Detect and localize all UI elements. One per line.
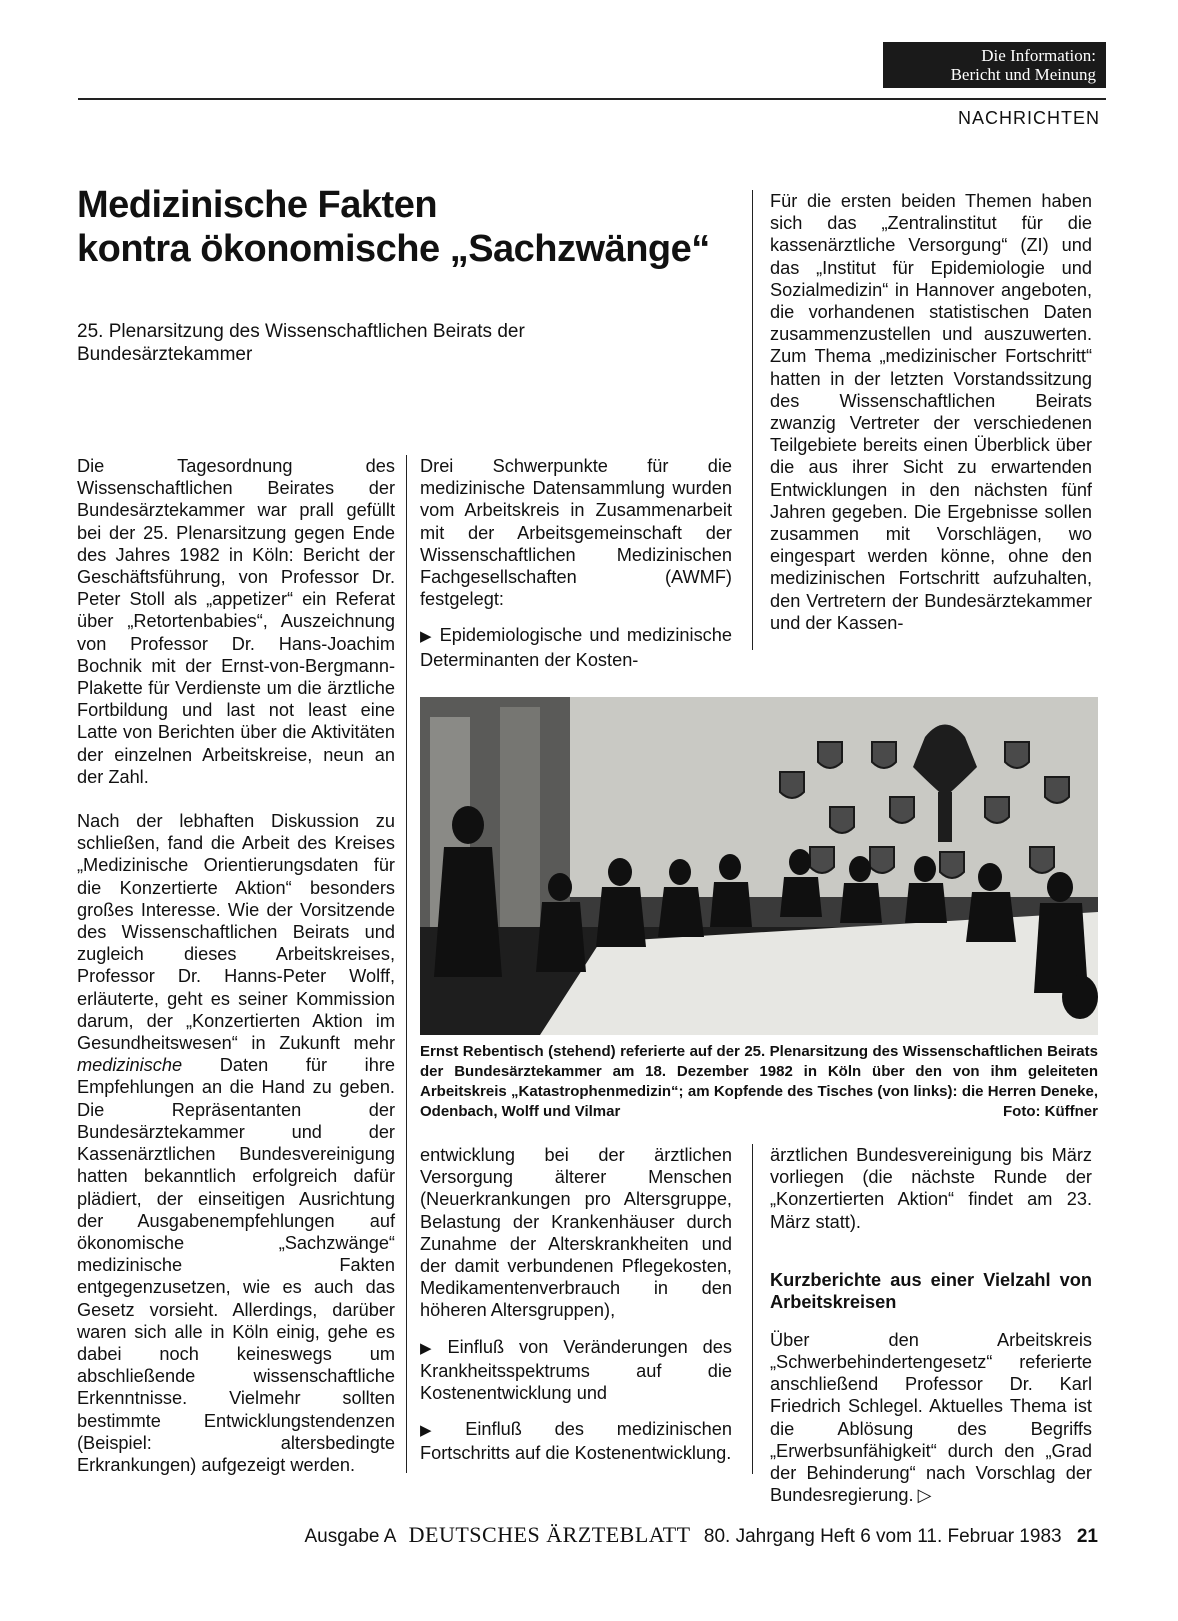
badge-line-1: Die Information:	[981, 46, 1096, 65]
meeting-photo-illustration	[420, 697, 1098, 1035]
footer-issue: 80. Jahrgang Heft 6 vom 11. Februar 1983	[703, 1526, 1062, 1547]
meeting-photo	[420, 697, 1098, 1035]
paragraph-themes: Für die ersten beiden Themen haben sich das „Zentralinstitut für die kassenärztliche Versorgung“ (ZI) und das „Institut für Epidemiologie und Sozialmedizin“ in Hannover angeboten, die vorhandenen statistischen Daten zusammenzustellen und auszuwerten. Zum Thema „medizinischer Fortschritt“ hatten in der letzten Vorstandssitzung des Wissenschaftlichen Beirats zwanzig Vertreter der verschiedenen Teilgebiete bereits einen Überblick über die aus ihrer Sicht zu erwartenden Entwicklungen in den nächsten fünf Jahren gegeben. Die Ergebnisse sollen zusammen mit Vorschlägen, wo eingespart werden könne, ohne den medizinischen Fortschritt aufzuhalten, den Vertretern der Bundesärztekammer und der Kassen-	[770, 191, 1092, 633]
bullet-1-continuation: entwicklung bei der ärztlichen Versorgung älterer Menschen (Neuerkrankungen pro Altersgruppe, Belastung der Krankenhäuser durch Zunahme der Alterskrankheiten und der damit verbundenen Pflegekosten, Medikamentenverbrauch in den höheren Altersgruppen),	[420, 1145, 732, 1321]
bullet-2-text: Einfluß von Veränderungen des Krankheitsspektrums auf die Kostenentwicklung und	[420, 1336, 732, 1404]
column-rule-1	[406, 455, 407, 1473]
section-label: NACHRICHTEN	[957, 108, 1100, 128]
paragraph-schwerbehinderten	[770, 1329, 1092, 1507]
title-line-1: Medizinische Fakten	[77, 184, 438, 226]
column-3-bottom	[770, 1144, 1092, 1516]
header-rule	[78, 98, 1106, 100]
column-rule-2-bottom	[752, 1144, 753, 1474]
article-subtitle: 25. Plenarsitzung des Wissenschaftlichen Beirats der Bundesärztekammer	[77, 321, 525, 365]
subheading-kurzberichte: Kurzberichte aus einer Vielzahl von Arbeitskreisen	[770, 1269, 1092, 1312]
bullet-triangle-icon: ▶	[420, 1339, 442, 1357]
emphasis-medizinische: medizinische	[77, 1055, 183, 1076]
bullet-3-text: Einfluß des medizinischen Fortschritts auf die Kostenentwicklung.	[420, 1419, 732, 1464]
bullet-item-3	[420, 1418, 732, 1464]
bullet-item-1	[420, 624, 732, 670]
paragraph-intro: Die Tagesordnung des Wissenschaftlichen Beirates der Bundesärztekammer war prall gefüllt bei der 25. Plenarsitzung gegen Ende des Jahres 1982 in Köln: Bericht der Geschäftsführung, von Professor Dr. Peter Stoll als „appetizer“ ein Referat über „Retortenbabies“, Auszeichnung von Professor Dr. Hans-Joachim Bochnik mit der Ernst-von-Bergmann-Plakette für Verdienste um die ärztliche Fortbildung und last not least eine Latte von Berichten über die Aktivitäten der einzelnen Arbeitskreise, neun an der Zahl.	[77, 456, 395, 787]
caption-text: Ernst Rebentisch (stehend) referierte auf der 25. Plenarsitzung des Wissenschaftlichen Beirats der Bundesärztekammer am 18. Dezember 1982 in Köln über den von ihm geleiteten Arbeitskreis „Katastrophenmedizin“; am Kopfende des Tisches (von links): die Herren Deneke, Odenbach, Wolff und Vilmar	[420, 1043, 1098, 1120]
bullet-triangle-icon: ▶	[420, 1422, 460, 1440]
column-2-bottom	[420, 1144, 732, 1475]
column-3-top	[770, 190, 1092, 644]
article-title	[77, 183, 717, 271]
page-number: 21	[1076, 1526, 1098, 1547]
bullet-1-text: Epidemiologische und medizinische Determinanten der Kosten-	[420, 625, 732, 670]
bullet-item-2	[420, 1336, 732, 1405]
footer-masthead: DEUTSCHES ÄRZTEBLATT	[408, 1522, 691, 1547]
footer-edition: Ausgabe A	[304, 1526, 396, 1547]
page-footer	[0, 1522, 1098, 1548]
column-rule-2-top	[752, 190, 753, 650]
paragraph-discussion	[77, 810, 395, 1476]
photo-caption	[420, 1042, 1098, 1122]
paragraph-focus: Drei Schwerpunkte für die medizinische Datensammlung wurden vom Arbeitskreis in Zusammenarbeit mit der Arbeitsgemeinschaft der Wissenschaftlichen Medizinischen Fachgesellschaften (AWMF) festgelegt:	[420, 456, 732, 610]
bullet-triangle-icon: ▶	[420, 628, 434, 646]
paragraph-schwerbehinderten-text: Über den Arbeitskreis „Schwerbehindertengesetz“ referierte anschließend Professor Dr. Karl Friedrich Schlegel. Aktuelles Thema ist die Ablösung des Begriffs „Erwerbsunfähigkeit“ durch den „Grad der Behinderung“ nach Vorschlag der Bundesregierung.	[770, 1329, 1092, 1506]
paragraph-discussion-b: Daten für ihre Empfehlungen an die Hand zu geben. Die Repräsentanten der Bundesärztekammer und der Kassenärztlichen Bundesvereinigung hatten bekanntlich erfolgreich dafür plädiert, der einseitigen Ausrichtung der Ausgabenempfehlungen auf ökonomische „Sachzwänge“ medizinische Fakten entgegenzusetzen, wie es auch das Gesetz vorsieht. Allerdings, darüber waren sich alle in Köln einig, gehe es dabei noch keineswegs um abschließende wissenschaftliche Erkenntnisse. Vielmehr sollten bestimmte Entwicklungstendenzen (Beispiel: altersbedingte Erkrankungen) aufgezeigt werden.	[77, 1055, 395, 1475]
badge-line-2: Bericht und Meinung	[950, 65, 1096, 84]
column-2-top	[420, 455, 732, 681]
paragraph-themes-continuation: ärztlichen Bundesvereinigung bis März vorliegen (die nächste Runde der „Konzertierten Aktion“ findet am 23. März statt).	[770, 1145, 1092, 1232]
title-line-2: kontra ökonomische „Sachzwänge“	[77, 228, 710, 270]
paragraph-discussion-a: Nach der lebhaften Diskussion zu schließen, fand die Arbeit des Kreises „Medizinische Orientierungsdaten für die Konzertierte Aktion“ besonders großes Interesse. Wie der Vorsitzende des Wissenschaftlichen Beirats und zugleich dieses Arbeitskreises, Professor Dr. Hanns-Peter Wolff, erläuterte, geht es seiner Kommission darum, der „Konzertierten Aktion im Gesundheitswesen“ in Zukunft mehr	[77, 811, 395, 1054]
continue-arrow-icon: ▷	[917, 1485, 932, 1506]
section-badge	[883, 42, 1106, 88]
photo-credit: Foto: Küffner	[1003, 1103, 1098, 1120]
column-1	[77, 455, 395, 1486]
